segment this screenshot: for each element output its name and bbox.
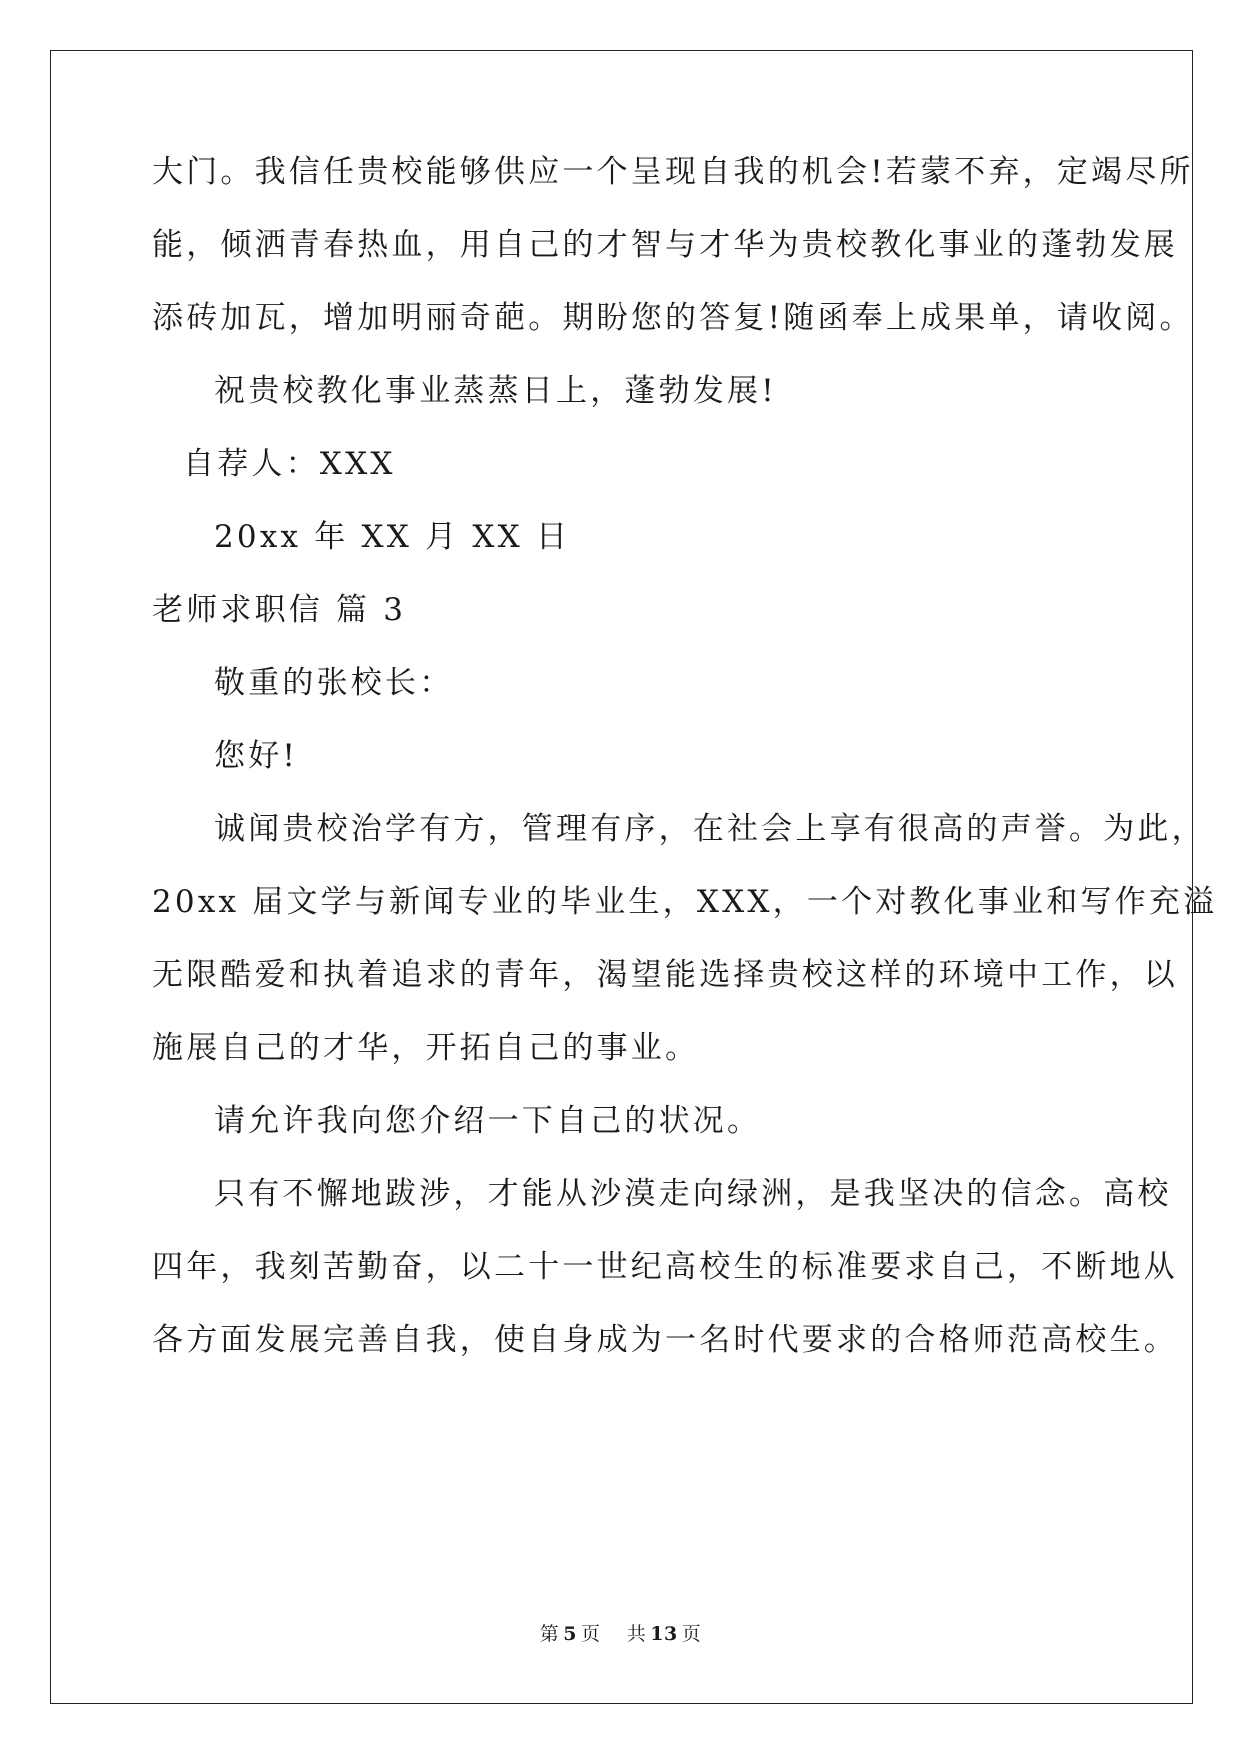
greeting: 您好!	[214, 738, 299, 774]
text-line: 施展自己的才华，开拓自己的事业。	[152, 1030, 700, 1066]
text-line: 只有不懈地跋涉，才能从沙漠走向绿洲，是我坚决的信念。高校	[214, 1176, 1172, 1212]
text-line: 请允许我向您介绍一下自己的状况。	[214, 1103, 762, 1139]
salutation: 敬重的张校长：	[214, 665, 454, 701]
section-heading: 老师求职信 篇 3	[152, 592, 407, 628]
page-footer	[0, 1622, 1241, 1646]
text-line: 无限酷爱和执着追求的青年，渴望能选择贵校这样的环境中工作，以	[152, 957, 1178, 993]
footer-total-prefix: 共	[626, 1623, 647, 1645]
text-line: 添砖加瓦，增加明丽奇葩。期盼您的答复!随函奉上成果单，请收阅。	[152, 300, 1194, 336]
footer-total-suffix: 页	[681, 1623, 702, 1645]
current-page-number: 5	[563, 1623, 578, 1645]
text-line: 能，倾洒青春热血，用自己的才智与才华为贵校教化事业的蓬勃发展	[152, 227, 1178, 263]
text-line: 四年，我刻苦勤奋，以二十一世纪高校生的标准要求自己，不断地从	[152, 1249, 1178, 1285]
text-line: 20xx 届文学与新闻专业的毕业生，XXX，一个对教化事业和写作充溢	[152, 884, 1218, 920]
text-line: 大门。我信任贵校能够供应一个呈现自我的机会!若蒙不弃，定竭尽所	[152, 154, 1194, 190]
text-line: 诚闻贵校治学有方，管理有序，在社会上享有很高的声誉。为此，	[214, 811, 1206, 847]
footer-prefix: 第	[539, 1623, 560, 1645]
footer-page-suffix: 页	[581, 1623, 601, 1645]
date-line: 20xx 年 XX 月 XX 日	[214, 519, 571, 555]
total-page-count: 13	[650, 1623, 678, 1645]
text-line: 各方面发展完善自我，使自身成为一名时代要求的合格师范高校生。	[152, 1322, 1178, 1358]
signature-line: 自荐人：XXX	[183, 446, 396, 482]
text-line: 祝贵校教化事业蒸蒸日上，蓬勃发展!	[214, 373, 777, 409]
